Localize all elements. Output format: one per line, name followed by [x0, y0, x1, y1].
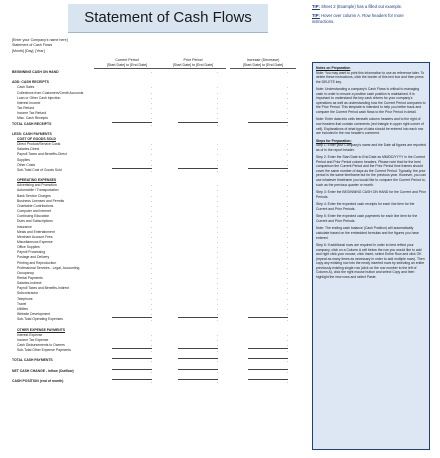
current-period-cell[interactable]: -: [150, 193, 152, 198]
current-period-cell[interactable]: -: [150, 229, 152, 234]
instructions-text-box[interactable]: [312, 62, 430, 450]
tip-key: TIP:: [312, 4, 320, 9]
row-label: OTHER EXPENSE PAYMENTS: [17, 327, 66, 332]
change-cell: -: [286, 198, 288, 203]
current-period-cell[interactable]: -: [150, 147, 152, 152]
current-period-cell[interactable]: -: [150, 255, 152, 260]
note-heading: Steps for Preparation:: [316, 138, 352, 143]
current-period-cell[interactable]: -: [150, 276, 152, 280]
change-cell: -: [286, 100, 288, 105]
change-cell: -: [286, 106, 288, 111]
current-period-cell[interactable]: -: [150, 296, 152, 301]
prior-period-cell[interactable]: -: [216, 106, 218, 111]
tip-text: Hover over column A. Row headers for more instructions.: [312, 13, 404, 24]
current-period-cell[interactable]: -: [150, 224, 152, 229]
current-period-cell[interactable]: -: [150, 111, 152, 116]
row-label: BEGINNING CASH ON HAND: [12, 70, 59, 74]
prior-period-cell[interactable]: -: [216, 281, 218, 286]
prior-period-cell[interactable]: -: [216, 286, 218, 291]
change-cell: -: [286, 270, 288, 275]
prior-period-cell[interactable]: -: [216, 234, 218, 239]
prior-period-cell[interactable]: -: [216, 337, 218, 342]
tip-item: [312, 13, 424, 24]
column-name: Current Period: [115, 58, 139, 62]
row-label: Advertising and Promotion: [17, 183, 57, 188]
row-label: Printing and Reproduction: [17, 260, 57, 265]
current-period-cell[interactable]: -: [112, 348, 152, 354]
current-period-cell[interactable]: -: [150, 70, 152, 74]
row-label: Subcontractor: [17, 291, 39, 296]
change-cell: -: [286, 286, 288, 291]
row-label: Collections from Customers/Credit Accounts: [17, 90, 84, 95]
row-label: Automobile / Transportation: [17, 188, 59, 193]
prior-period-cell[interactable]: -: [178, 122, 218, 128]
row-label: Telephone: [17, 296, 33, 301]
change-cell: -: [286, 209, 288, 214]
row-label: COST OF GOODS SOLD: [17, 136, 56, 141]
current-period-cell[interactable]: -: [150, 337, 152, 342]
prior-period-cell[interactable]: -: [216, 296, 218, 301]
prior-period-cell[interactable]: -: [216, 152, 218, 157]
current-period-cell[interactable]: -: [150, 306, 152, 311]
report-date[interactable]: [Month] [Day], [Year]: [12, 48, 45, 53]
current-period-cell[interactable]: -: [150, 286, 152, 291]
row-label: Meals and Entertainment: [17, 229, 55, 234]
row-label: Charitable Contributions: [17, 203, 54, 208]
prior-period-cell[interactable]: -: [216, 95, 218, 100]
prior-period-cell[interactable]: -: [216, 332, 218, 337]
row-label: Income Tax Refund: [17, 111, 47, 116]
change-cell: -: [286, 255, 288, 260]
current-period-cell[interactable]: -: [150, 106, 152, 111]
tips-panel: [312, 4, 424, 24]
change-cell: -: [286, 229, 288, 234]
tip-item: [312, 4, 424, 9]
change-cell: -: [248, 379, 288, 385]
prior-period-cell[interactable]: -: [178, 168, 218, 174]
row-label: ADD: CASH RECEIPTS: [12, 80, 49, 85]
current-period-cell[interactable]: -: [150, 245, 152, 250]
row-label: Payroll Taxes and Benefits-Direct: [17, 152, 67, 157]
row-label: Sub-Total Other Expense Payments: [17, 348, 71, 353]
change-cell: -: [286, 239, 288, 244]
current-period-cell[interactable]: -: [150, 234, 152, 239]
row-label: Interest Expense: [17, 332, 43, 337]
prior-period-cell[interactable]: -: [216, 301, 218, 306]
prior-period-cell[interactable]: -: [216, 116, 218, 121]
prior-period-cell[interactable]: -: [216, 291, 218, 296]
row-label: Other Costs: [17, 162, 36, 167]
change-cell: -: [286, 85, 288, 90]
note-paragraph: [316, 202, 426, 211]
current-period-cell[interactable]: -: [150, 214, 152, 219]
page-title: Statement of Cash Flows: [68, 4, 268, 33]
note-paragraph: [316, 243, 426, 279]
statement-name: Statement of Cash Flows: [12, 43, 53, 48]
row-label: Continuing Education: [17, 214, 50, 219]
current-period-cell[interactable]: -: [112, 317, 152, 323]
prior-period-cell[interactable]: -: [178, 317, 218, 323]
note-text: Note: Understanding a company's Cash Flows is critical to managing cash in order to ensure a positive cash position is maintained. It is important to understand the key cash drivers for your company's operations as well as understanding how the Current Period compares to the Prior Period. This template is intended to help you better track and compare the Current Period cash flows to the Prior Period in detail.: [316, 87, 426, 114]
prior-period-cell[interactable]: -: [216, 90, 218, 95]
prior-period-cell[interactable]: -: [216, 306, 218, 311]
column-date-range[interactable]: [Start Date] to [End Date]: [230, 63, 296, 69]
current-period-cell[interactable]: -: [150, 157, 152, 162]
prior-period-cell[interactable]: -: [216, 183, 218, 188]
column-date-range[interactable]: [Start Date] to [End Date]: [94, 63, 160, 69]
prior-period-cell[interactable]: -: [216, 147, 218, 152]
prior-period-cell[interactable]: -: [216, 85, 218, 90]
change-cell: -: [286, 219, 288, 224]
note-text: Step 5: Enter the expected cash payments for each line item for the Current and Prior Periods.: [316, 214, 418, 223]
change-cell: -: [286, 281, 288, 286]
change-cell: -: [286, 337, 288, 342]
current-period-cell[interactable]: -: [150, 198, 152, 203]
current-period-cell[interactable]: -: [150, 100, 152, 105]
current-period-cell[interactable]: -: [150, 183, 152, 188]
change-cell: -: [286, 265, 288, 270]
current-period-cell[interactable]: -: [150, 291, 152, 296]
change-cell: -: [286, 306, 288, 311]
change-cell: -: [286, 147, 288, 152]
change-cell: -: [286, 234, 288, 239]
tip-text: Sheet 2 (Example) has a filled out example.: [321, 4, 403, 9]
prior-period-cell[interactable]: -: [216, 214, 218, 219]
row-label: Cash Disbursements to Owners: [17, 342, 65, 347]
prior-period-cell[interactable]: -: [178, 358, 218, 364]
row-label: Direct Product/Service Costs: [17, 142, 61, 147]
row-label: Salaries-Indirect: [17, 281, 42, 286]
note-text: Step 1: Enter your Company's name and the Date all figures are reported as of in the report header.: [316, 143, 426, 152]
row-label: Rental Payments: [17, 276, 43, 280]
current-period-cell[interactable]: -: [150, 209, 152, 214]
change-cell: -: [248, 358, 288, 364]
change-cell: -: [286, 111, 288, 116]
prior-period-cell[interactable]: -: [216, 229, 218, 234]
change-cell: -: [248, 317, 288, 323]
row-label: TOTAL CASH RECEIPTS: [12, 121, 52, 126]
current-period-cell[interactable]: -: [150, 312, 152, 317]
current-period-cell[interactable]: -: [112, 122, 152, 128]
change-cell: -: [286, 193, 288, 198]
change-cell: -: [286, 291, 288, 296]
prior-period-cell[interactable]: -: [216, 312, 218, 317]
note-text: Step 4: Enter the expected cash receipts for each line item for the Current and Prior Periods.: [316, 202, 415, 211]
current-period-cell[interactable]: -: [150, 203, 152, 208]
row-label: Business Licenses and Permits: [17, 198, 65, 203]
prior-period-cell[interactable]: -: [216, 260, 218, 265]
prior-period-cell[interactable]: -: [178, 369, 218, 375]
row-label: Dues and Subscriptions: [17, 219, 53, 224]
row-label: Miscellaneous Expense: [17, 239, 53, 244]
row-label: Merchant Account Fees: [17, 234, 53, 239]
prior-period-cell[interactable]: -: [216, 224, 218, 229]
change-cell: -: [286, 157, 288, 162]
prior-period-cell[interactable]: -: [216, 111, 218, 116]
change-cell: -: [286, 224, 288, 229]
prior-period-cell[interactable]: -: [216, 193, 218, 198]
note-paragraph: [316, 117, 426, 135]
row-label: Sub-Total Operating Expenses: [17, 317, 63, 322]
company-name[interactable]: [Enter your Company's name here]: [12, 38, 68, 42]
note-text: Step 3: Enter the BEGINNING CASH ON HAND for the Current and Prior Periods.: [316, 190, 426, 199]
change-cell: -: [286, 250, 288, 255]
row-label: OPERATING EXPENSES: [17, 178, 57, 183]
current-period-cell[interactable]: -: [150, 152, 152, 157]
column-name: Increase (Decrease): [246, 58, 280, 62]
note-paragraph: [316, 87, 426, 114]
row-label: Income Tax Expense: [17, 337, 49, 342]
change-cell: -: [286, 245, 288, 250]
prior-period-cell[interactable]: -: [216, 188, 218, 193]
current-period-cell[interactable]: -: [150, 332, 152, 337]
row-label: Office Supplies: [17, 245, 40, 250]
prior-period-cell[interactable]: -: [216, 70, 218, 74]
change-cell: -: [286, 162, 288, 167]
row-label: Payroll Taxes and Benefits-Indirect: [17, 286, 70, 291]
current-period-cell[interactable]: -: [150, 260, 152, 265]
current-period-cell[interactable]: -: [112, 379, 152, 385]
prior-period-cell[interactable]: -: [216, 265, 218, 270]
column-name: Prior Period: [183, 58, 203, 62]
row-label: Professional Services - Legal, Accounting: [17, 265, 80, 270]
prior-period-cell[interactable]: -: [178, 348, 218, 354]
note-text: Note: You may want to print this information to use as reference later. To delete these instructions, click the border of this text box and then press the DELETE key.: [316, 70, 425, 84]
current-period-cell[interactable]: -: [112, 358, 152, 364]
note-paragraph: [316, 190, 426, 199]
row-label: Travel: [17, 301, 27, 306]
row-label: Payroll Processing: [17, 250, 46, 255]
change-cell: -: [286, 214, 288, 219]
row-label: CASH POSITION (end of month): [12, 379, 64, 383]
column-date-range[interactable]: [Start Date] to [End Date]: [160, 63, 226, 69]
change-cell: -: [286, 312, 288, 317]
row-label: Sub-Total Cost of Goods Sold: [17, 167, 62, 172]
prior-period-cell[interactable]: -: [216, 162, 218, 167]
prior-period-cell[interactable]: -: [216, 239, 218, 244]
prior-period-cell[interactable]: -: [216, 142, 218, 147]
change-cell: -: [286, 301, 288, 306]
table-row: [12, 379, 302, 384]
change-cell: -: [286, 90, 288, 95]
row-label: Cash Sales: [17, 85, 35, 90]
row-label: Loan or Other Cash Injection: [17, 95, 61, 100]
current-period-cell[interactable]: -: [150, 342, 152, 347]
row-label: Bank Service Charges: [17, 193, 51, 198]
note-paragraph: [316, 214, 426, 223]
current-period-cell[interactable]: -: [112, 369, 152, 375]
prior-period-cell[interactable]: -: [216, 203, 218, 208]
row-label: Tax Refund: [17, 106, 35, 111]
change-cell: -: [286, 342, 288, 347]
current-period-cell[interactable]: -: [150, 239, 152, 244]
note-paragraph: [316, 139, 426, 153]
note-heading: Notes on Preparation: [316, 66, 351, 70]
current-period-cell[interactable]: -: [150, 95, 152, 100]
current-period-cell[interactable]: -: [112, 168, 152, 174]
change-cell: -: [286, 276, 288, 280]
change-cell: -: [248, 122, 288, 128]
prior-period-cell[interactable]: -: [216, 255, 218, 260]
row-label: Website Development: [17, 312, 51, 317]
prior-period-cell[interactable]: -: [216, 245, 218, 250]
note-text: Step 6: If additional rows are required in order to best reflect your company, click on a Column A cell below the row you would like to add and right click your mouse, click Insert, select Entire Row and click OK (repeat as many times as necessary in order to add multiple rows). Then copy any existing row into the newly inserted rows by selecting an entire previously existing single row (click on the row number to the left of Column A), click the right mouse button and select Copy and then highlight the new rows and select Paste.: [316, 243, 425, 279]
row-label: Occupancy: [17, 270, 34, 275]
note-paragraph: [316, 226, 426, 240]
note-text: Step 2: Enter the Start Date to End Date as MM/DD/YYYY in the Current Period and Prior Period column headers. Please note that for the best comparison the Current Period and the Prior Period time frames should cover the same number of days as the Current Period. Typically, the prior period is the same timeframe but for the previous year. However, you can use whatever timeframe you would like to compare the Current Period to, such as the previous quarter or month.: [316, 155, 426, 187]
current-period-cell[interactable]: -: [150, 281, 152, 286]
prior-period-cell[interactable]: -: [216, 157, 218, 162]
change-cell: -: [248, 369, 288, 375]
row-label: NET CASH CHANGE - Inflow (Outflow): [12, 368, 74, 373]
current-period-cell[interactable]: -: [150, 116, 152, 121]
prior-period-cell[interactable]: -: [216, 219, 218, 224]
change-cell: -: [286, 142, 288, 147]
current-period-cell[interactable]: -: [150, 265, 152, 270]
prior-period-cell[interactable]: -: [178, 379, 218, 385]
prior-period-cell[interactable]: -: [216, 209, 218, 214]
change-cell: -: [286, 116, 288, 121]
change-cell: -: [286, 152, 288, 157]
row-label: Misc. Cash Receipts: [17, 116, 48, 121]
prior-period-cell[interactable]: -: [216, 276, 218, 280]
change-cell: -: [286, 183, 288, 188]
change-cell: -: [248, 168, 288, 174]
tip-key: TIP:: [312, 13, 320, 19]
note-paragraph: [316, 66, 426, 84]
prior-period-cell[interactable]: -: [216, 100, 218, 105]
current-period-cell[interactable]: -: [150, 301, 152, 306]
prior-period-cell[interactable]: -: [216, 342, 218, 347]
prior-period-cell[interactable]: -: [216, 270, 218, 275]
change-cell: -: [286, 203, 288, 208]
row-label: Insurance: [17, 224, 32, 229]
current-period-cell[interactable]: -: [150, 85, 152, 90]
change-cell: -: [286, 70, 288, 74]
row-label: LESS: CASH PAYMENTS: [12, 131, 52, 136]
change-cell: -: [286, 188, 288, 193]
current-period-cell[interactable]: -: [150, 270, 152, 275]
row-label: Computer and Internet: [17, 209, 51, 214]
prior-period-cell[interactable]: -: [216, 198, 218, 203]
change-cell: -: [286, 260, 288, 265]
current-period-cell[interactable]: -: [150, 90, 152, 95]
change-cell: -: [286, 95, 288, 100]
current-period-cell[interactable]: -: [150, 219, 152, 224]
prior-period-cell[interactable]: -: [216, 250, 218, 255]
row-label: Supplies: [17, 157, 31, 162]
change-cell: -: [286, 332, 288, 337]
row-label: Interest Income: [17, 100, 41, 105]
current-period-cell[interactable]: -: [150, 188, 152, 193]
current-period-cell[interactable]: -: [150, 162, 152, 167]
row-label: Salaries-Direct: [17, 147, 40, 152]
current-period-cell[interactable]: -: [150, 250, 152, 255]
change-cell: -: [286, 296, 288, 301]
change-cell: -: [248, 348, 288, 354]
note-text: Note: The ending cash balance (Cash Position) will automatically calculate based on the embedded formulas and the figures you have entered.: [316, 226, 419, 240]
row-label: Postage and Delivery: [17, 255, 50, 260]
current-period-cell[interactable]: -: [150, 142, 152, 147]
row-label: TOTAL CASH PAYMENTS: [12, 358, 53, 363]
row-label: Utilities: [17, 306, 28, 311]
note-text: Note: Enter data into cells beneath column headers and to the right of row headers that contain comments (red triangle in upper right corner of cell). Explanations of what type of data should be entered into each row are included in the row header's comment.: [316, 117, 424, 136]
note-paragraph: [316, 155, 426, 187]
